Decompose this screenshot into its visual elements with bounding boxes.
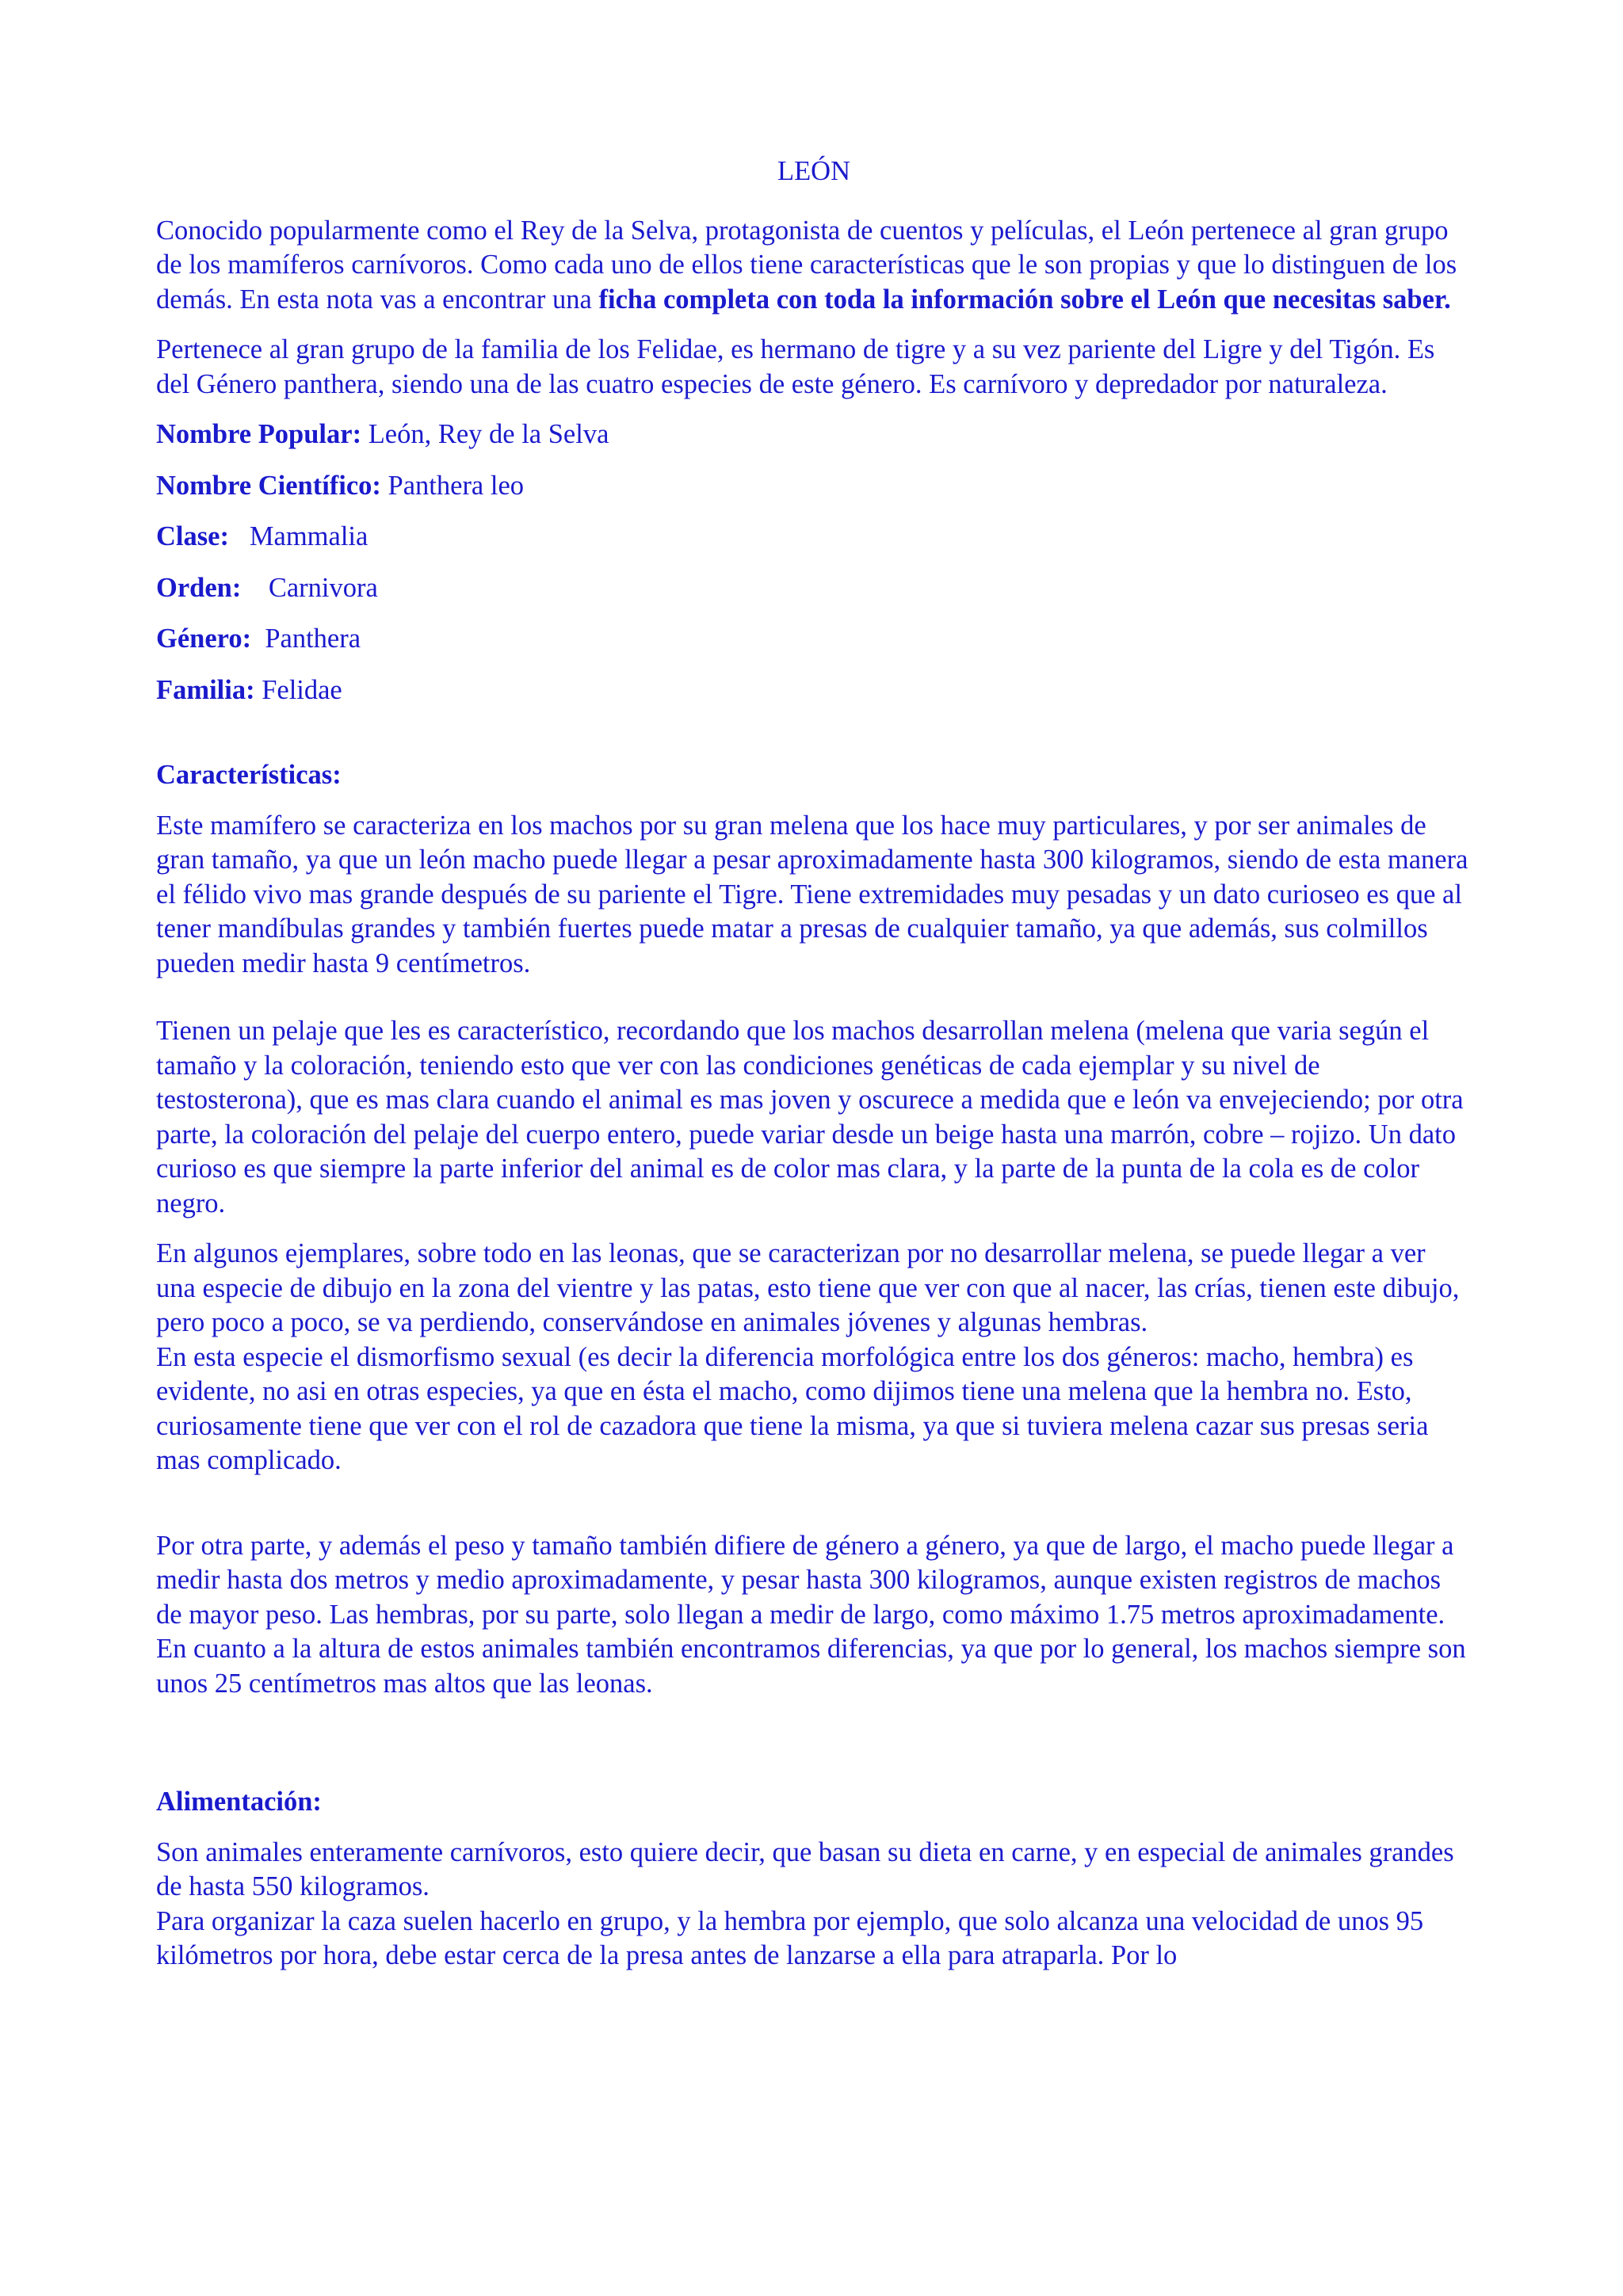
caracteristicas-paragraph-4: En esta especie el dismorfismo sexual (es decir la diferencia morfológica entre los dos géneros: macho, hembra) es evidente, no asi en otras especies, ya que en ésta el macho, como dijimos tiene una melena que la hembra no. Esto, curiosamente tiene que ver con el rol de cazadora que tiene la misma, ya que si tuviera melena cazar sus presas seria mas complicado. (156, 1341, 1429, 1475)
field-nombre-popular (156, 418, 1472, 452)
caracteristicas-paragraph-5: Por otra parte, y además el peso y tamaño también difiere de género a género, ya que de largo, el macho puede llegar a medir hasta dos metros y medio aproximadamente, y pesar hasta 300 kilogramos, aunque existen registros de machos de mayor peso. Las hembras, por su parte, solo llegan a medir de largo, como máximo 1.75 metros aproximadamente. En cuanto a la altura de estos animales también encontramos diferencias, ya que por lo general, los machos siempre son unos 25 centímetros mas altos que las leonas. (156, 1530, 1466, 1699)
document-page (156, 154, 1472, 1974)
field-label: Orden: (156, 572, 242, 603)
caracteristicas-paragraph-2: Tienen un pelaje que les es característico, recordando que los machos desarrollan melena (melena que varia según el tamaño y la coloración, teniendo esto que ver con las condiciones genéticas de cada ejemplar y su nivel de testosterona), que es mas clara cuando el animal es mas joven y oscurece a medida que e león va envejeciendo; por otra parte, la coloración del pelaje del cuerpo entero, puede variar desde un beige hasta una marrón, cobre – rojizo. Un dato curioso es que siempre la parte inferior del animal es de color mas clara, y la parte de la punta de la cola es de color negro. (156, 1016, 1464, 1219)
field-value: Panthera (251, 624, 361, 654)
field-label: Familia: (156, 674, 255, 705)
field-value: Carnivora (241, 572, 378, 603)
caracteristicas-paragraph-3: En algunos ejemplares, sobre todo en las leonas, que se caracterizan por no desarrollar melena, se puede llegar a ver una especie de dibujo en la zona del vientre y las patas, esto tiene que ver con que al nacer, las crías, tienen este dibujo, pero poco a poco, se va perdiendo, conservándose en animales jóvenes y algunas hembras. (156, 1238, 1460, 1337)
family-paragraph: Pertenece al gran grupo de la familia de los Felidae, es hermano de tigre y a su vez pariente del Ligre y del Tigón. Es del Género panthera, siendo una de las cuatro especies de este género. Es carnívoro y depredador por naturaleza. (156, 334, 1435, 399)
field-orden (156, 571, 1472, 606)
caracteristicas-paragraph-1: Este mamífero se caracteriza en los machos por su gran melena que los hace muy particulares, y por ser animales de gran tamaño, ya que un león macho puede llegar a pesar aproximadamente hasta 300 kilogramos, siendo de esta manera el félido vivo mas grande después de su pariente el Tigre. Tiene extremidades muy pesadas y un dato curioseo es que al tener mandíbulas grandes y también fuertes puede matar a presas de cualquier tamaño, ya que además, sus colmillos pueden medir hasta 9 centímetros. (156, 810, 1468, 978)
alimentacion-paragraph-2: Para organizar la caza suelen hacerlo en grupo, y la hembra por ejemplo, que solo alcanza una velocidad de unos 95 kilómetros por hora, debe estar cerca de la presa antes de lanzarse a ella para atraparla. Por lo (156, 1905, 1424, 1970)
field-value: Panthera leo (380, 470, 525, 501)
field-nombre-cientifico (156, 469, 1472, 504)
intro-bold-text: ficha completa con toda la información sobre el León que necesitas saber. (598, 284, 1451, 315)
alimentacion-paragraph-1: Son animales enteramente carnívoros, esto quiere decir, que basan su dieta en carne, y en especial de animales grandes de hasta 550 kilogramos. (156, 1836, 1454, 1901)
intro-text: Conocido popularmente como el Rey de la Selva, protagonista de cuentos y películas, el León pertenece al gran grupo de los mamíferos carnívoros. Como cada uno de ellos tiene características que le son propias y que lo distinguen de los demás. En esta nota vas a encontrar una (156, 215, 1457, 315)
field-value: Mammalia (228, 521, 369, 551)
field-label: Nombre Científico: (156, 470, 381, 501)
field-value: León, Rey de la Selva (361, 419, 609, 449)
field-label: Nombre Popular: (156, 419, 362, 449)
field-value: Felidae (254, 674, 342, 705)
field-genero (156, 622, 1472, 657)
caracteristicas-heading: Características: (156, 760, 342, 790)
intro-paragraph (156, 214, 1472, 318)
field-clase (156, 520, 1472, 555)
field-label: Clase: (156, 521, 229, 551)
alimentacion-heading: Alimentación: (156, 1787, 322, 1817)
field-familia (156, 673, 1472, 708)
field-label: Género: (156, 624, 252, 654)
document-title: LEÓN (777, 156, 850, 186)
